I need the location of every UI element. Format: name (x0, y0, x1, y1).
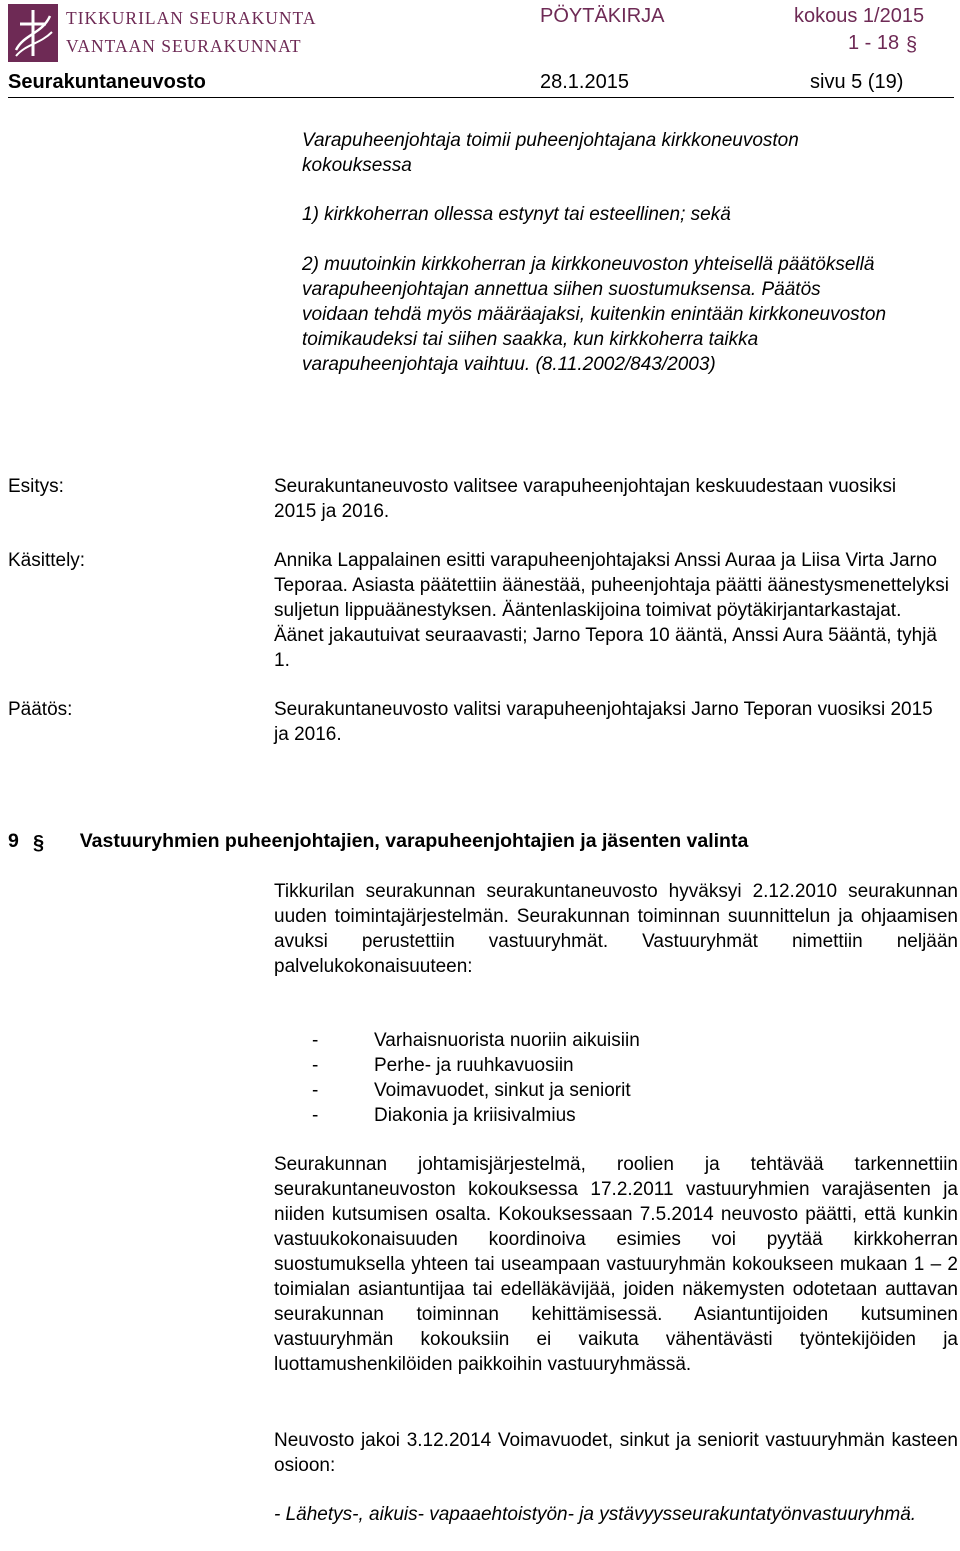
parish-logo-icon (8, 4, 58, 62)
intro-paragraph-1: Varapuheenjohtaja toimii puheenjohtajana kirkkoneuvoston kokouksessa (302, 130, 799, 176)
list-item: - Voimavuodet, sinkut ja seniorit (312, 1080, 631, 1101)
list-item: - Varhaisnuorista nuoriin aikuisiin (312, 1030, 640, 1051)
proposal-label: Esitys: (8, 476, 64, 497)
section-range (848, 31, 917, 56)
service-area-list (312, 1028, 912, 1128)
document-type: PÖYTÄKIRJA (540, 5, 665, 27)
logo-text-parish: TIKKURILAN SEURAKUNTA (66, 8, 317, 28)
proposal-text: Seurakuntaneuvosto valitsee varapuheenjohtajan keskuudestaan vuosiksi 2015 ja 2016. (274, 476, 897, 522)
list-item: - Diakonia ja kriisivalmius (312, 1105, 576, 1126)
section-range-text: 1 - 18 (848, 32, 900, 54)
intro-paragraph-3: 2) muutoinkin kirkkoherran ja kirkkoneuvoston yhteisellä päätöksellä varapuheenjohtajan annettua siihen suostumuksensa. Päätös voidaan tehdä myös määräajaksi, kuitenkin enintään kirkkoneuvoston toimikaudeksi tai siihen saakka, kun kirkkoherra taikka varapuheenjohtaja vaihtuu. (8.11.2002/843/2003) (302, 254, 887, 375)
decision-text: Seurakuntaneuvosto valitsi varapuheenjohtajaksi Jarno Teporan vuosiksi 2015 ja 2016. (274, 699, 933, 745)
intro-paragraph-2: 1) kirkkoherran ollessa estynyt tai esteellinen; sekä (302, 204, 731, 225)
meeting-date: 28.1.2015 (540, 71, 629, 93)
organization-name: Seurakuntaneuvosto (8, 71, 206, 93)
handling-label: Käsittely: (8, 550, 86, 571)
section-paragraph-4: - Lähetys-, aikuis- vapaaehtoistyön- ja ystävyysseurakuntatyönvastuuryhmä. (274, 1504, 917, 1525)
section-title: Vastuuryhmien puheenjohtajien, varapuheenjohtajien ja jäsenten valinta (79, 830, 749, 852)
svg-text:§: § (33, 831, 45, 853)
meeting-number: kokous 1/2015 (794, 5, 925, 27)
header-divider (8, 97, 954, 98)
section-paragraph-1: Tikkurilan seurakunnan seurakuntaneuvosto hyväksyi 2.12.2010 seurakunnan uuden toimintajärjestelmän. Seurakunnan toiminnan suunnittelun ja ohjaamisen avuksi perustettiin vastuuryhmät. Vastuuryhmät nimettiin neljään palvelukokonaisuuteen: (274, 881, 958, 977)
handling-text: Annika Lappalainen esitti varapuheenjohtajaksi Anssi Auraa ja Liisa Virta Jarno Teporaa. Asiasta päätettiin äänestää, puheenjohtaja päätti äänestysmenettelyksi suljetun lippuäänestyksen. Ääntenlaskijoina toimivat pöytäkirjantarkastajat. Äänet jakautuivat seuraavasti; Jarno Tepora 10 ääntä, Anssi Aura 5ääntä, tyhjä 1. (274, 550, 949, 671)
section-paragraph-3: Neuvosto jakoi 3.12.2014 Voimavuodet, sinkut ja seniorit vastuuryhmän kasteen osioon: (274, 1430, 958, 1476)
page-number: sivu 5 (19) (810, 71, 904, 93)
section-sign-icon (905, 33, 917, 55)
svg-text:§: § (905, 33, 917, 55)
section-paragraph-2: Seurakunnan johtamisjärjestelmä, roolien ja tehtävää tarkennettiin seurakuntaneuvoston kokouksessa 17.2.2011 vastuuryhmien varajäsenten ja niiden kutsumisen osalta. Kokouksessaan 7.5.2014 neuvosto päätti, että kunkin vastuukokonaisuuden koordinoiva esimies voi pyytää kirkkoherran suostumuksella yhteen tai useampaan vastuuryhmän kokoukseen mukaan 1 – 2 toimialan asiantuntijaa tai edelläkävijää, joiden näkemysten odotetaan auttavan seurakunnan toiminnan kehittämisessä. Asiantuntijoiden kutsuminen vastuuryhmän kokouksiin ei vaikuta vähentävästi työntekijöiden ja luottamushenkilöiden paikkoihin vastuuryhmässä. (274, 1154, 958, 1375)
list-item: - Perhe- ja ruuhkavuosiin (312, 1055, 574, 1076)
section-sign-icon (32, 831, 44, 853)
decision-label: Päätös: (8, 699, 73, 720)
logo-text-union: VANTAAN SEURAKUNNAT (66, 36, 302, 56)
section-number: 9 (8, 830, 19, 852)
section-heading (8, 829, 748, 854)
